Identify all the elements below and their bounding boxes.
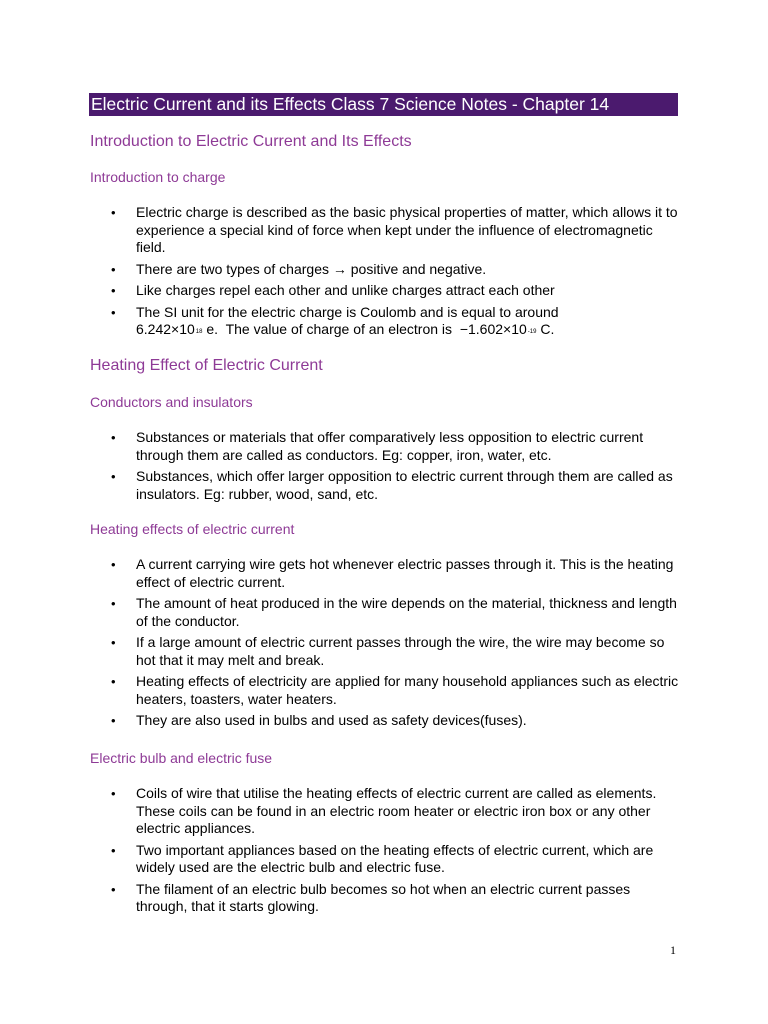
list-item: • Two important appliances based on the heating effects of electric current, which are widely used are the electric bulb and electric fuse. [90, 842, 680, 877]
heating-effects-list [90, 556, 680, 734]
list-item: • Coils of wire that utilise the heating effects of electric current are called as elements. These coils can be found in an electric room heater or electric iron box or any other electric appliances. [90, 785, 680, 838]
list-item: • There are two types of charges → positive and negative. [90, 261, 680, 279]
list-item-si-unit [90, 304, 680, 342]
page-title: Electric Current and its Effects Class 7 Science Notes - Chapter 14 [91, 94, 610, 114]
list-item: • The amount of heat produced in the wire depends on the material, thickness and length of the conductor. [90, 595, 680, 630]
list-item: • A current carrying wire gets hot whenever electric passes through it. This is the heating effect of electric current. [90, 556, 680, 591]
charge-list [90, 204, 680, 346]
list-item: • Substances, which offer larger opposition to electric current through them are called as insulators. Eg: rubber, wood, sand, etc. [90, 468, 680, 503]
charge-unit-text: e. The value of charge of an electron is [202, 321, 460, 337]
title-banner [89, 93, 678, 116]
list-item: • They are also used in bulbs and used as safety devices(fuses). [90, 712, 680, 730]
conductors-list [90, 429, 680, 507]
bulb-fuse-list [90, 785, 680, 920]
subheading-conductors: Conductors and insulators [90, 394, 253, 410]
subheading-bulb-fuse: Electric bulb and electric fuse [90, 750, 273, 766]
electron-charge-unit: C. [536, 321, 555, 337]
subheading-intro-charge: Introduction to charge [90, 169, 226, 185]
list-item: • Substances or materials that offer comparatively less opposition to electric current through them are called as conductors. Eg: copper, iron, water, etc. [90, 429, 680, 464]
list-item: • Like charges repel each other and unlike charges attract each other [90, 282, 680, 300]
list-item: • The filament of an electric bulb becomes so hot when an electric current passes through, that it starts glowing. [90, 881, 680, 916]
electron-charge-exponent: -19 [527, 329, 537, 336]
charge-value: 6.242×10 [136, 321, 195, 337]
section-heading-intro: Introduction to Electric Current and Its Effects [90, 133, 412, 150]
electron-charge-value: −1.602×10 [459, 321, 527, 337]
section-heading-heating: Heating Effect of Electric Current [90, 357, 323, 374]
page-number: 1 [670, 943, 676, 957]
subheading-heating-effects: Heating effects of electric current [90, 521, 295, 537]
list-item: • Electric charge is described as the basic physical properties of matter, which allows it to experience a special kind of force when kept under the influence of electromagnetic field. [90, 204, 680, 257]
list-item: • Heating effects of electricity are applied for many household appliances such as electric heaters, toasters, water heaters. [90, 673, 680, 708]
charge-exponent: 18 [195, 329, 203, 336]
list-item: • If a large amount of electric current passes through the wire, the wire may become so hot that it may melt and break. [90, 634, 680, 669]
si-unit-text: The SI unit for the electric charge is Coulomb and is equal to around [136, 303, 559, 320]
